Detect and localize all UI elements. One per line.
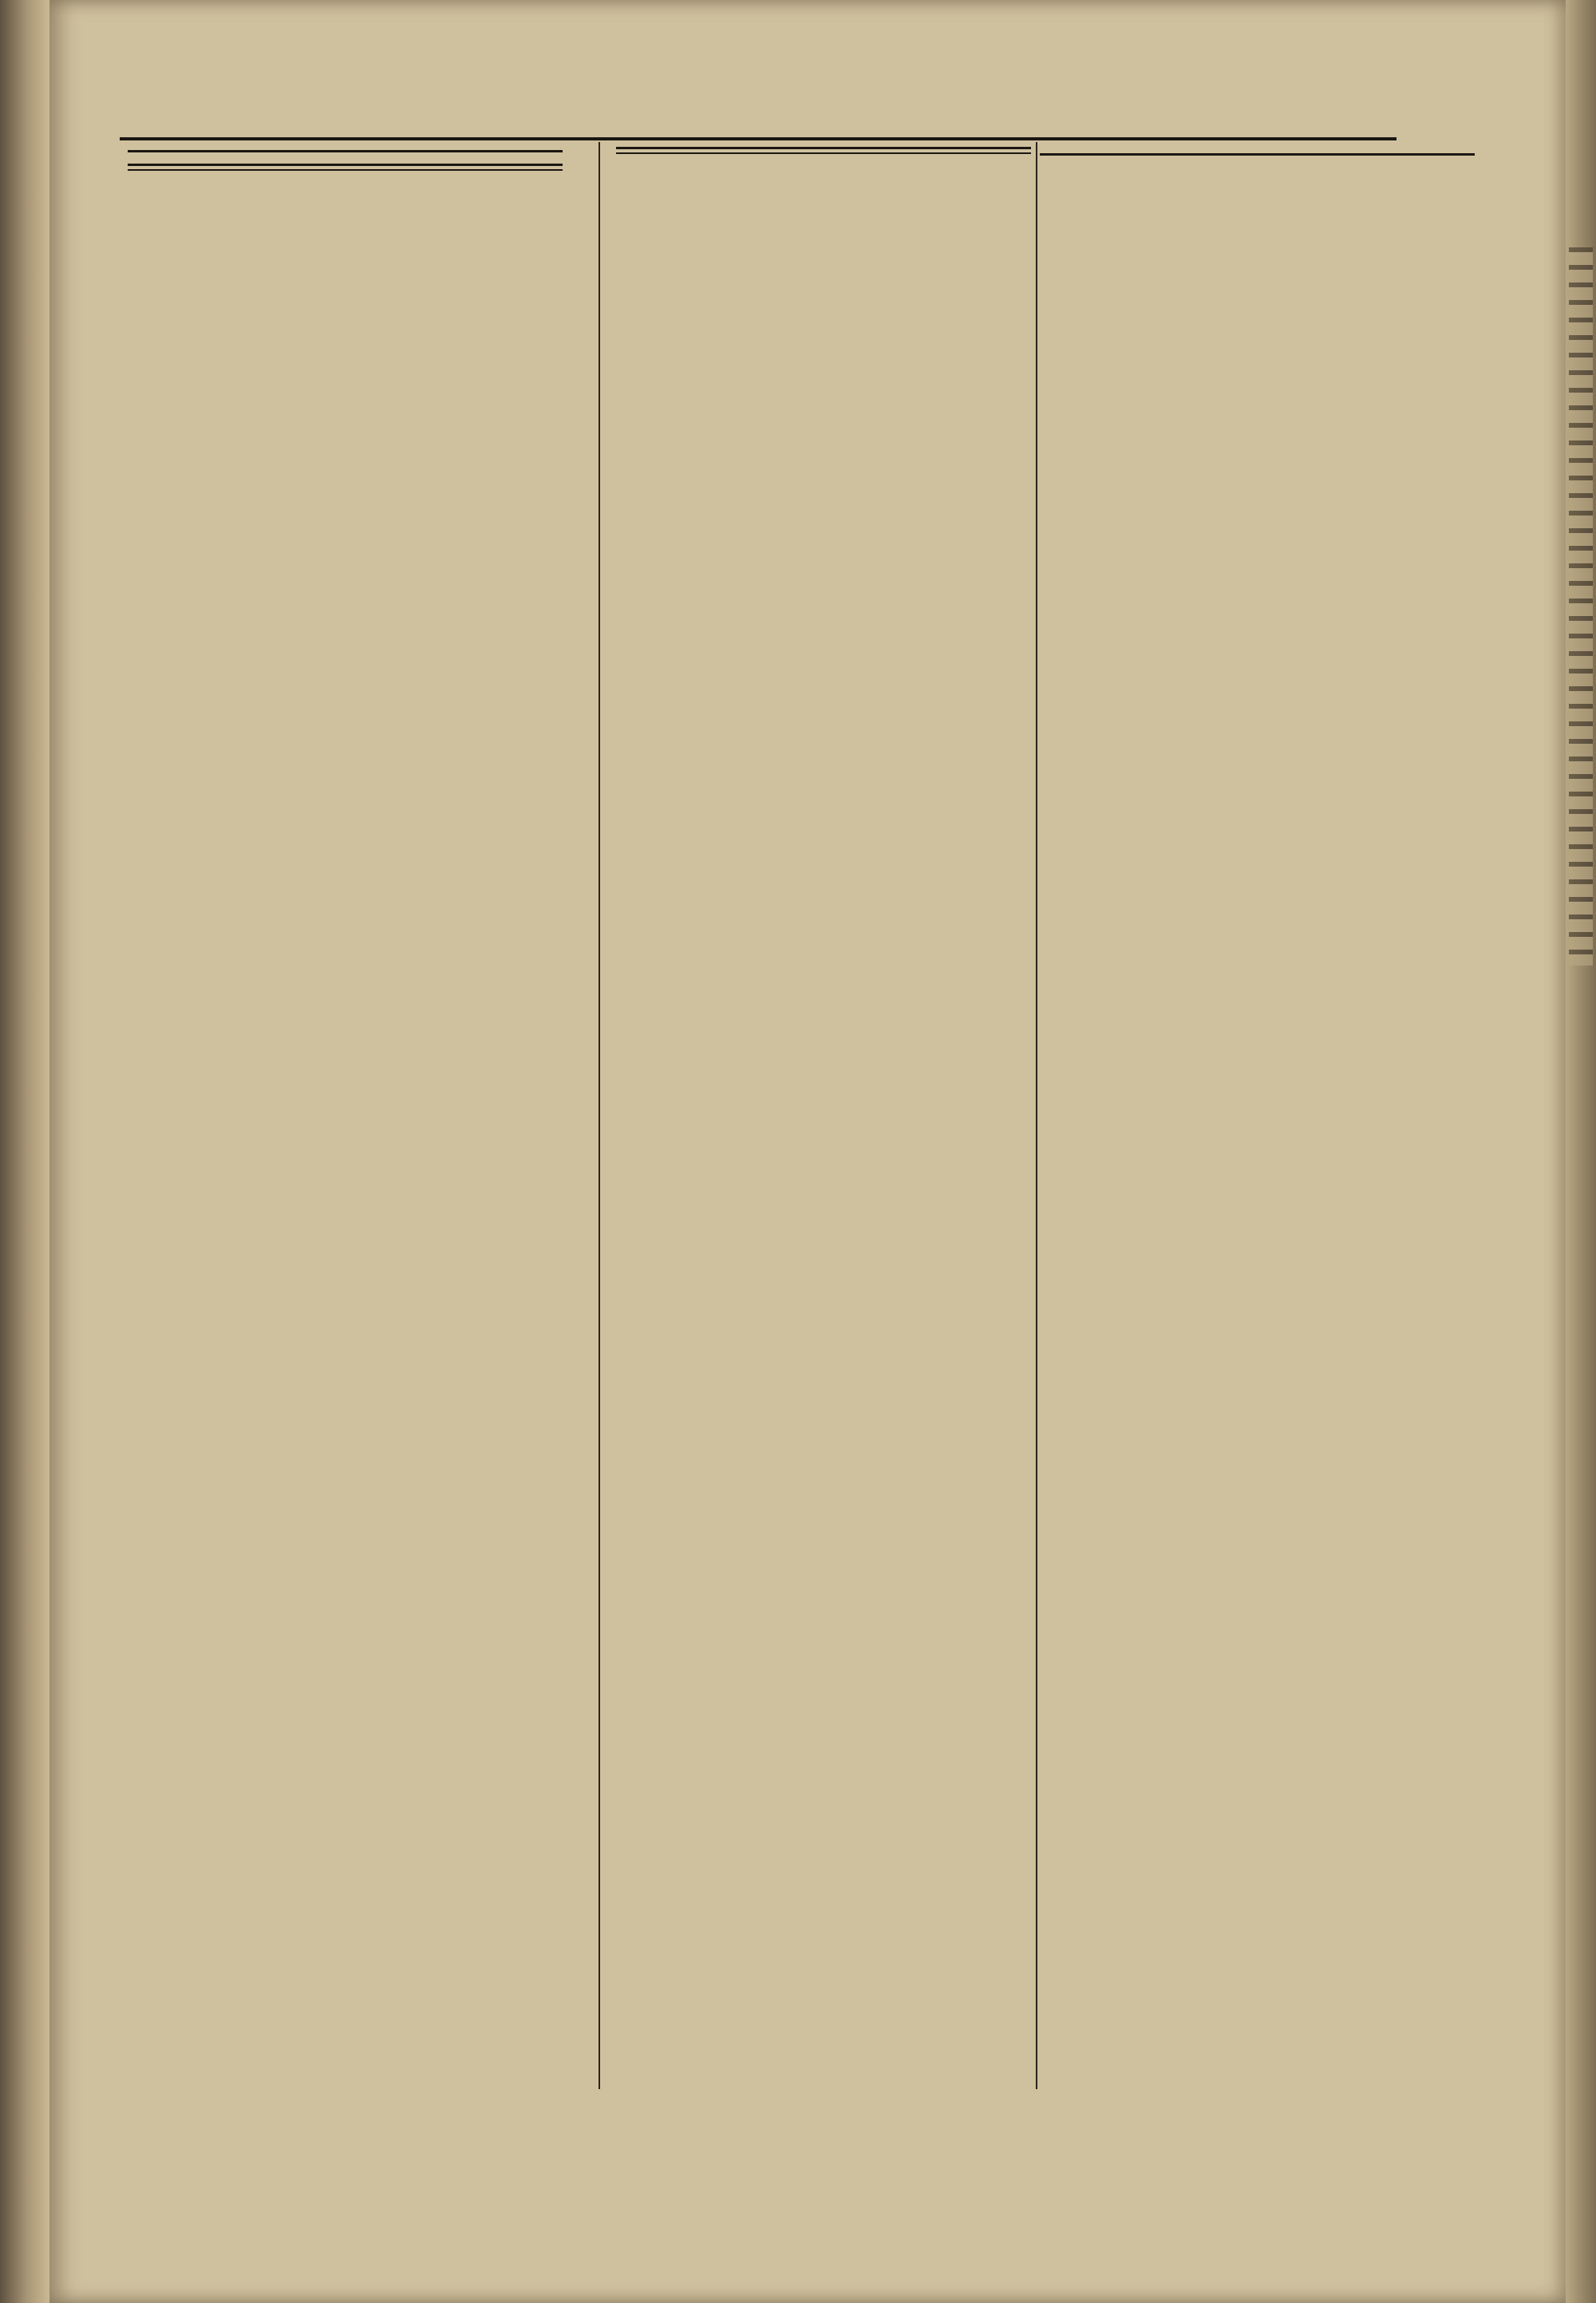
section-rule	[128, 150, 563, 152]
adjacent-page-edge	[0, 0, 49, 2303]
table-title	[616, 147, 1031, 154]
right-page-edge	[1566, 0, 1596, 2303]
page-header	[120, 107, 1396, 139]
table-title	[128, 164, 563, 171]
column-1	[128, 142, 563, 2105]
column-rule	[1036, 142, 1037, 2089]
column-3	[1040, 142, 1475, 2105]
column-rule	[598, 142, 600, 2089]
header-rule	[120, 137, 1396, 140]
column-2	[616, 142, 1031, 2105]
section-rule	[1040, 153, 1475, 156]
